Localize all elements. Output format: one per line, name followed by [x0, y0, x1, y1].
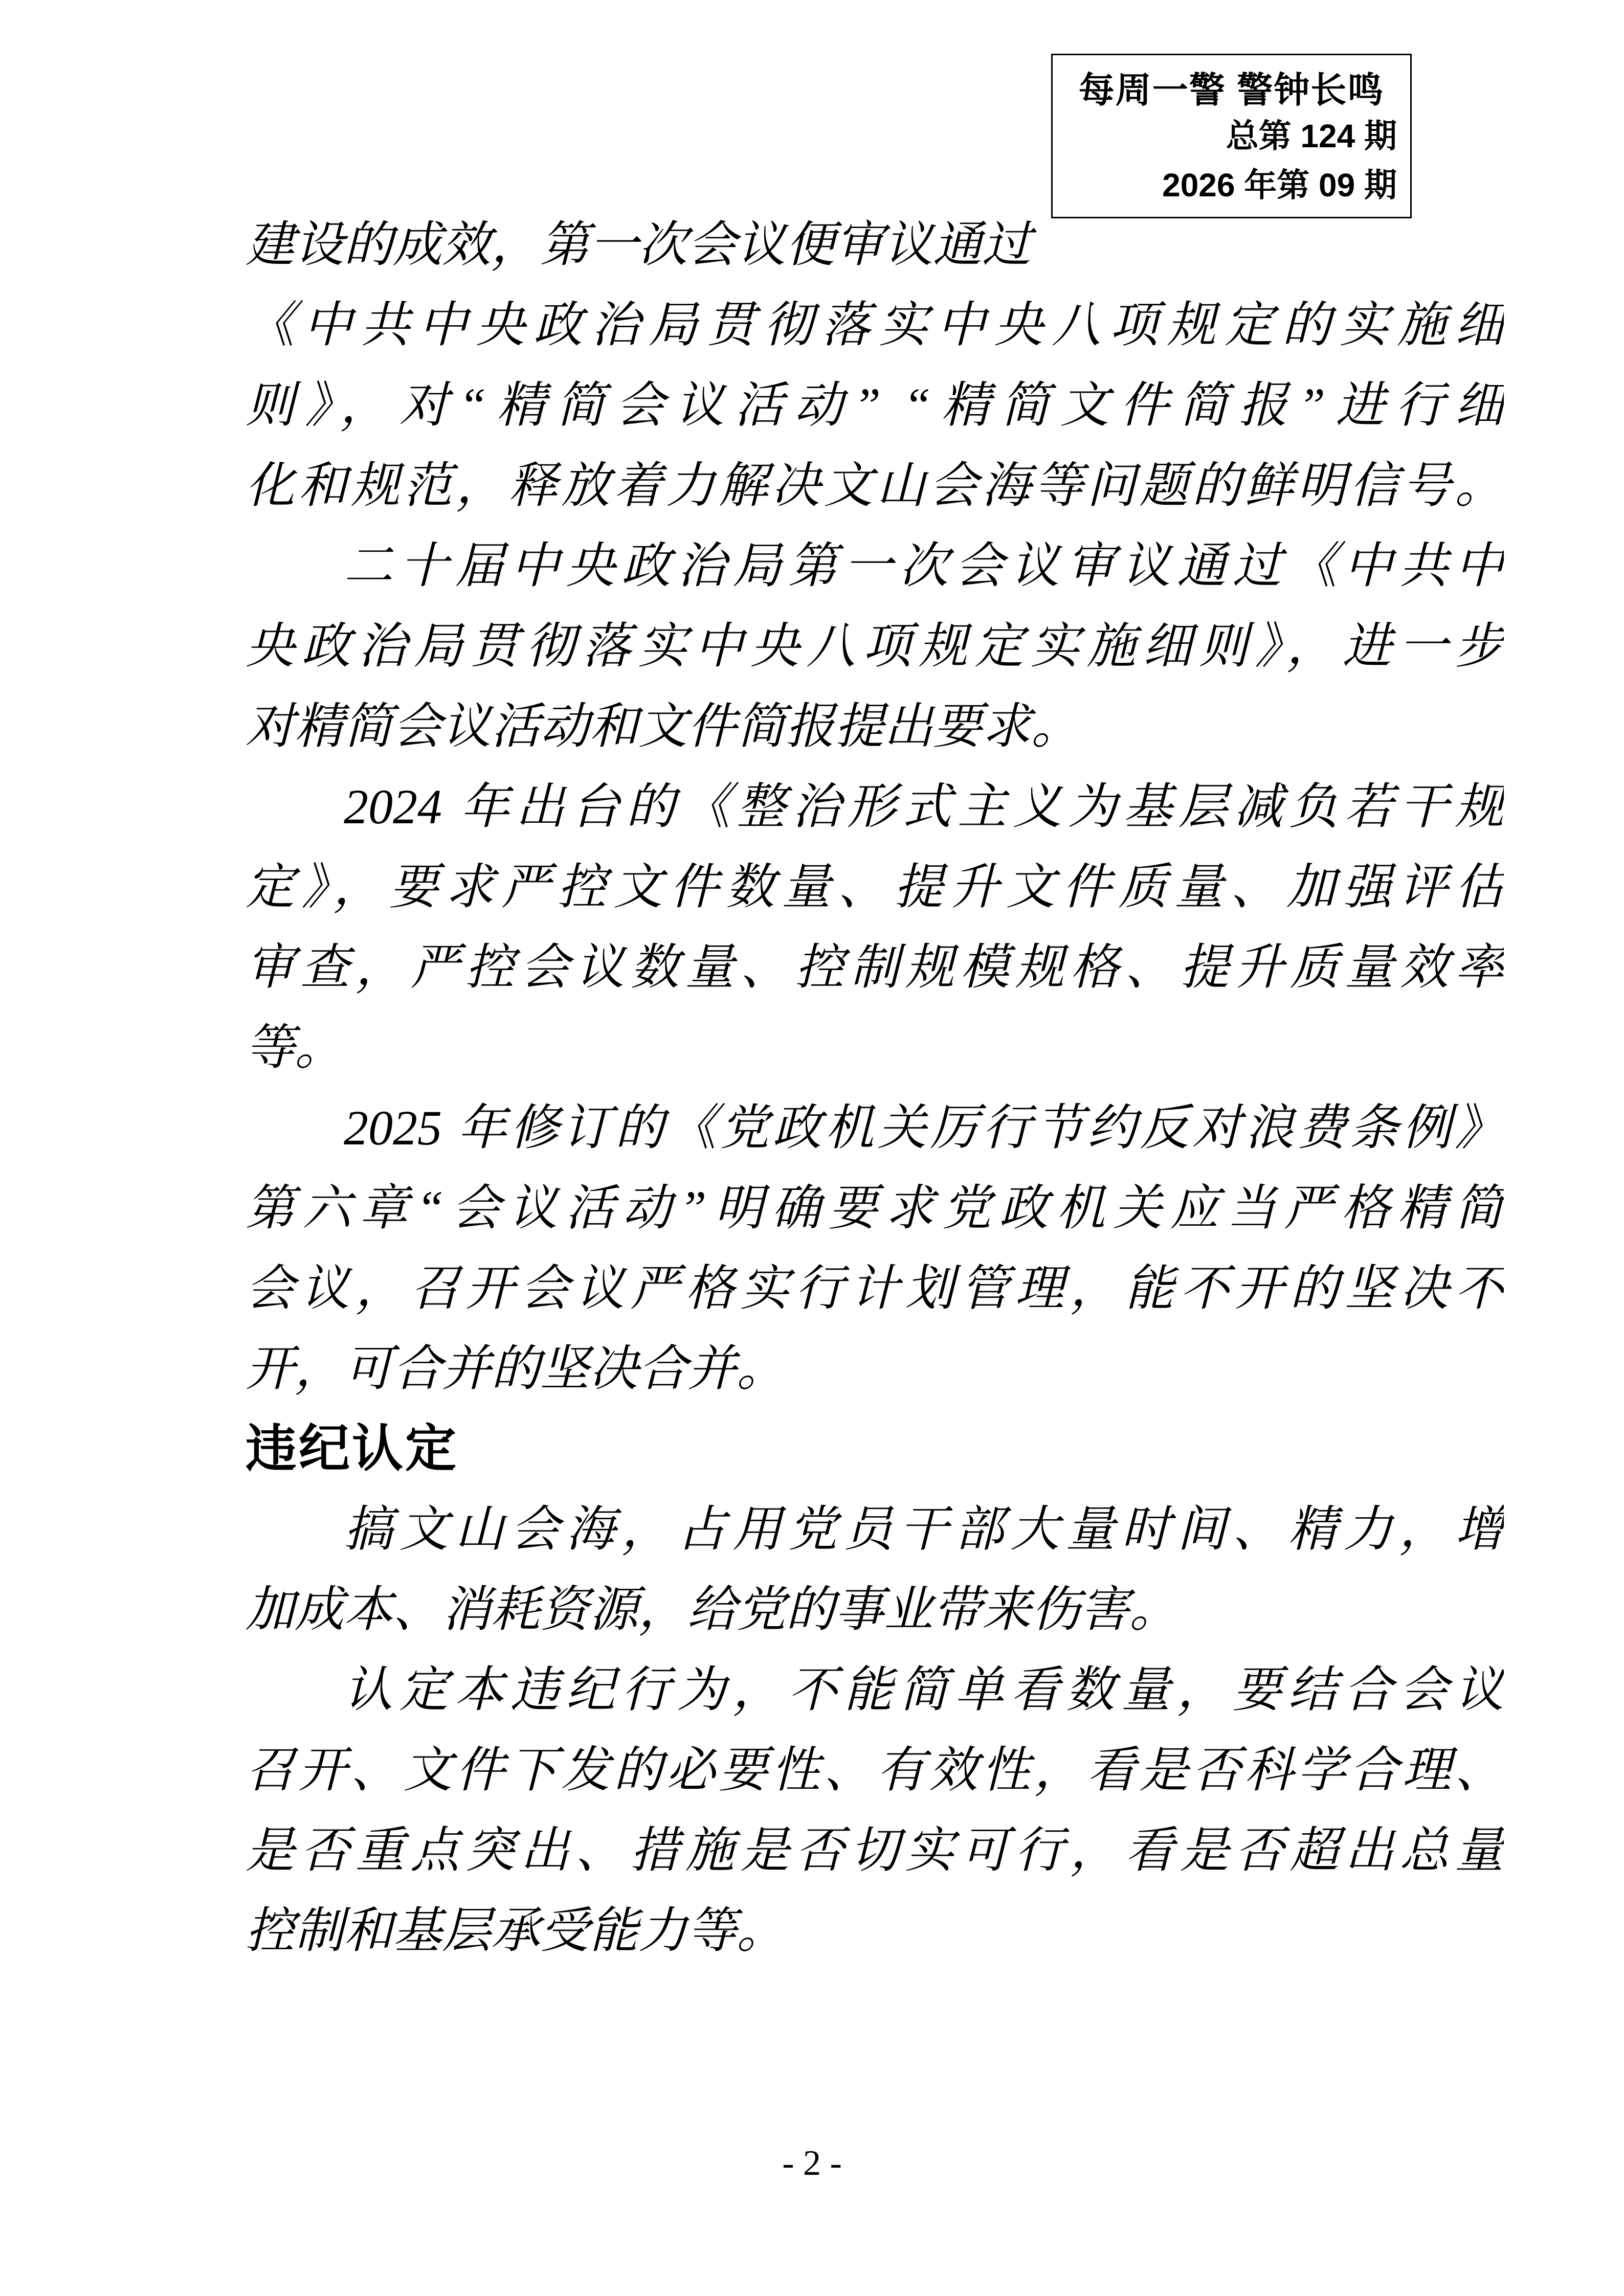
- body-line: 《中共中央政治局贯彻落实中央八项规定的实施细: [246, 298, 1504, 352]
- body-line: 对精简会议活动和文件简报提出要求。: [246, 699, 1080, 754]
- body-line: 2024 年出台的《整治形式主义为基层减负若干规: [344, 779, 1504, 834]
- body-line: 央政治局贯彻落实中央八项规定实施细则》，进一步: [246, 619, 1504, 673]
- body-line: 定》，要求严控文件数量、提升文件质量、加强评估: [246, 860, 1504, 914]
- section-heading: 违纪认定: [246, 1420, 458, 1477]
- masthead-box: [1051, 54, 1412, 218]
- page-number: - 2 -: [782, 2144, 842, 2183]
- body-line: 二十届中央政治局第一次会议审议通过《中共中: [344, 538, 1504, 593]
- body-line: 搞文山会海，占用党员干部大量时间、精力，增: [344, 1502, 1504, 1557]
- body-text: [246, 205, 1504, 1971]
- body-line: 认定本违纪行为，不能简单看数量，要结合会议: [344, 1662, 1504, 1717]
- body-line: 则》，对“精简会议活动” “精简文件简报”进行细: [246, 378, 1504, 433]
- body-line: 加成本、消耗资源，给党的事业带来伤害。: [246, 1582, 1178, 1637]
- body-line: 第六章“会议活动”明确要求党政机关应当严格精简: [246, 1181, 1504, 1235]
- body-line: 2025 年修订的《党政机关厉行节约反对浪费条例》: [344, 1100, 1504, 1155]
- body-line: 开，可合并的坚决合并。: [246, 1341, 786, 1396]
- body-line: 等。: [246, 1020, 344, 1075]
- body-line: 控制和基层承受能力等。: [246, 1903, 786, 1958]
- body-line: 审查，严控会议数量、控制规模规格、提升质量效率: [246, 940, 1504, 995]
- body-line: 建设的成效，第一次会议便审议通过: [246, 217, 1031, 272]
- masthead-title: 每周一警 警钟长鸣: [1078, 70, 1385, 110]
- body-line: 是否重点突出、措施是否切实可行，看是否超出总量: [246, 1823, 1504, 1878]
- body-line: 会议，召开会议严格实行计划管理，能不开的坚决不: [246, 1261, 1504, 1316]
- masthead-issue-total: 总第 124 期: [1226, 118, 1397, 154]
- body-line: 召开、文件下发的必要性、有效性，看是否科学合理、: [246, 1743, 1504, 1797]
- body-line: 化和规范，释放着力解决文山会海等问题的鲜明信号。: [246, 458, 1504, 513]
- masthead-issue-year: 2026 年第 09 期: [1162, 167, 1397, 204]
